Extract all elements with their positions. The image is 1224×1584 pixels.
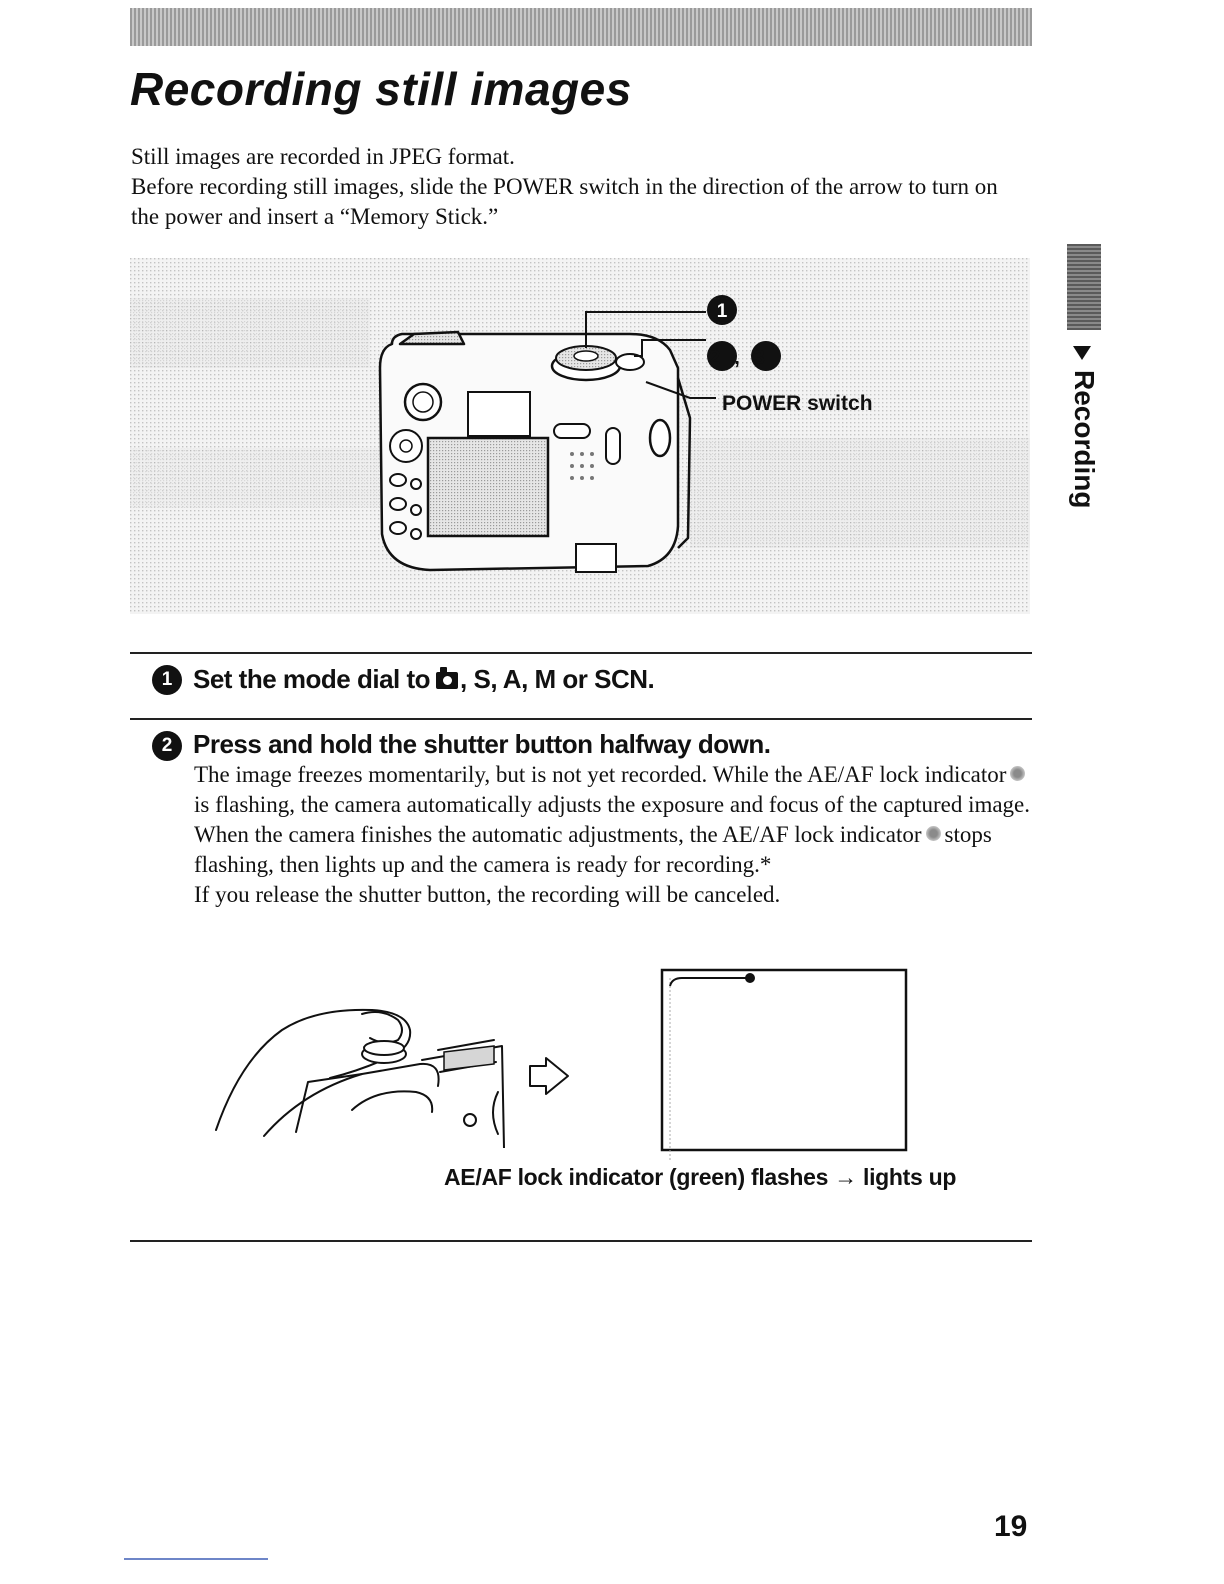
step-2-note: If you release the shutter button, the recording will be canceled. xyxy=(194,882,781,907)
intro-line-1: Still images are recorded in JPEG format. xyxy=(131,144,515,169)
intro-line-2: Before recording still images, slide the POWER switch in the direction of the arrow to turn on the power and insert a “Memory Stick.” xyxy=(131,174,998,229)
camera-mode-icon xyxy=(436,672,458,689)
section-tab-marker xyxy=(1067,244,1101,330)
intro-text xyxy=(131,142,1031,232)
step-1-title-end: , S, A, M or SCN. xyxy=(460,664,655,694)
rule-top xyxy=(130,652,1032,654)
header-bar xyxy=(130,8,1032,46)
ae-af-indicator-icon xyxy=(1010,766,1025,781)
page-number: 19 xyxy=(994,1510,1028,1543)
page-title: Recording still images xyxy=(130,63,632,115)
power-switch-label: POWER switch xyxy=(722,392,873,415)
ae-af-indicator-icon xyxy=(745,973,755,983)
step-2-title: Press and hold the shutter button halfway down. xyxy=(193,729,771,759)
step-2-paragraph xyxy=(194,760,1034,880)
callout-23-label: 2,3 xyxy=(709,347,779,369)
camera-illustration xyxy=(130,258,1030,614)
shutter-press-illustration xyxy=(212,1000,592,1148)
viewfinder-icon xyxy=(405,384,441,420)
step-2-text-b: is flashing, the camera automatically adjusts the exposure and focus of the captured image. When the camera finishes the automatic adjustments, the AE/AF lock indicator xyxy=(194,792,1031,847)
tab-arrow-icon xyxy=(1073,346,1091,360)
lcd-frame xyxy=(662,970,906,1150)
rule-middle xyxy=(130,718,1032,720)
arrow-right-icon xyxy=(530,1058,568,1094)
section-tab-label: Recording xyxy=(1069,370,1100,509)
lcd-screen xyxy=(428,438,548,536)
mode-dial-icon xyxy=(552,346,620,380)
step-2-number-icon: 2 xyxy=(152,731,182,761)
lcd-indicator-diagram xyxy=(648,966,910,1162)
step-1-title xyxy=(193,664,654,695)
step-2-text-c: stops flashing, then lights up and the camera is ready for recording.* xyxy=(194,822,992,877)
step-1-title-start: Set the mode dial to xyxy=(193,664,431,694)
step-2-text-a: The image freezes momentarily, but is not yet recorded. While the AE/AF lock indicator xyxy=(194,762,1007,787)
step-1-number-icon: 1 xyxy=(152,665,182,695)
footer-line xyxy=(124,1558,268,1560)
ae-af-indicator-icon xyxy=(926,826,941,841)
rule-bottom xyxy=(130,1240,1032,1242)
indicator-caption: AE/AF lock indicator (green) flashes → lights up xyxy=(444,1164,957,1190)
control-button-icon xyxy=(390,430,422,462)
step-2-body xyxy=(194,760,1034,910)
callout-1-label: 1 xyxy=(716,301,728,322)
